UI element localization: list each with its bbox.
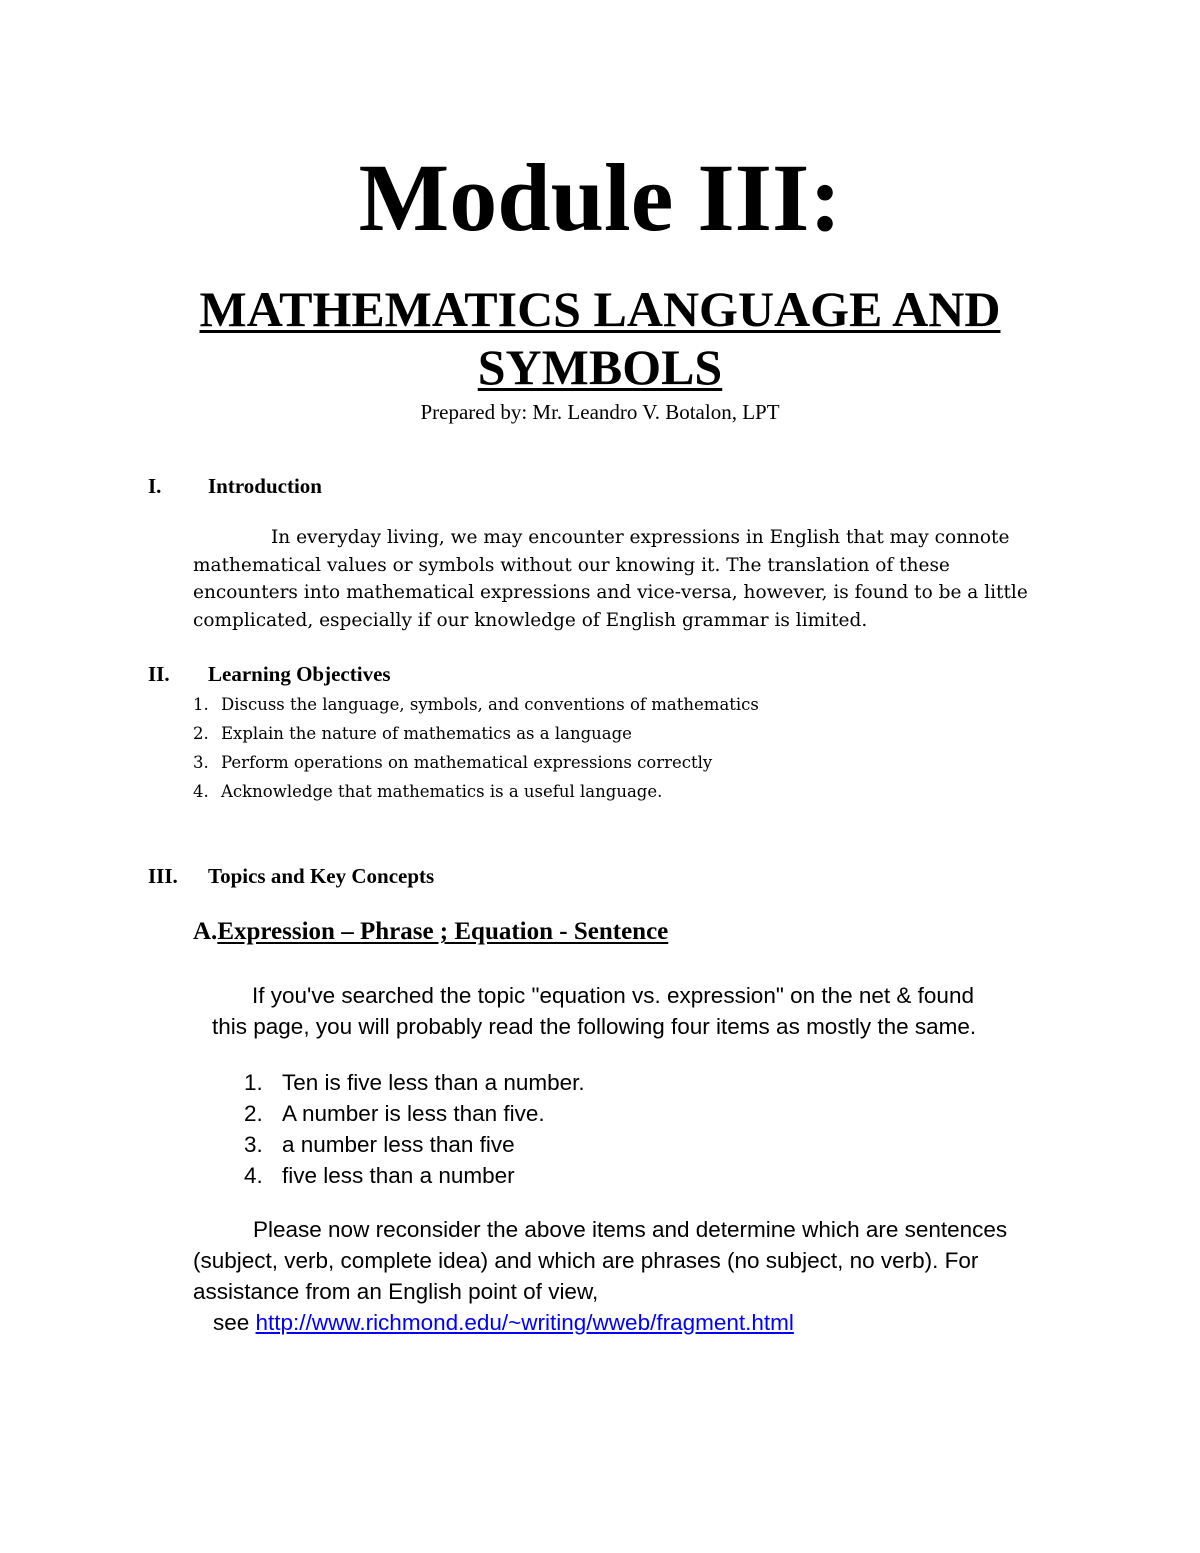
section-label: Learning Objectives: [208, 662, 391, 686]
intro-line: mathematical values or symbols without our knowing it. The translation of these: [193, 554, 950, 576]
item-number: 2.: [193, 724, 209, 743]
section-number: III.: [148, 864, 178, 888]
subsection-title: Expression – Phrase ; Equation - Sentence: [217, 918, 669, 945]
section-number: I.: [148, 474, 162, 498]
paragraph-reconsider: [193, 1214, 1007, 1338]
item-number: 4.: [193, 782, 209, 801]
list-item: [244, 1129, 585, 1160]
item-text: Explain the nature of mathematics as a language: [221, 724, 632, 743]
item-number: 1.: [193, 695, 209, 714]
intro-line: complicated, especially if our knowledge of English grammar is limited.: [193, 609, 868, 631]
prepared-by: Prepared by: Mr. Leandro V. Botalon, LPT: [420, 400, 780, 424]
introduction-paragraph: [193, 524, 1043, 634]
item-number: 3.: [244, 1132, 263, 1157]
see-label: see: [213, 1310, 256, 1335]
list-item: [193, 719, 759, 748]
list-item: [244, 1067, 585, 1098]
subsection-letter: A.: [193, 918, 218, 945]
list-item: [193, 777, 759, 806]
intro-line: In everyday living, we may encounter expressions in English that may connote: [271, 527, 1010, 548]
list-item: [244, 1098, 585, 1129]
list-item: [193, 690, 759, 719]
fragment-link[interactable]: http://www.richmond.edu/~writing/wweb/fragment.html: [255, 1310, 794, 1335]
subtitle-line-2: SYMBOLS: [477, 339, 723, 395]
paragraph-line: If you've searched the topic "equation vs. expression" on the net & found: [252, 983, 974, 1008]
list-item: [244, 1160, 585, 1191]
section-label: Introduction: [208, 474, 322, 498]
paragraph-line: (subject, verb, complete idea) and which are phrases (no subject, no verb). For: [193, 1248, 979, 1273]
paragraph-line: assistance from an English point of view,: [193, 1279, 599, 1304]
example-items-list: [244, 1067, 585, 1191]
subsection-heading: [193, 918, 668, 946]
paragraph-line: Please now reconsider the above items and determine which are sentences: [253, 1217, 1008, 1242]
item-number: 1.: [244, 1070, 263, 1095]
subtitle-line-1: MATHEMATICS LANGUAGE AND: [199, 281, 1001, 337]
section-number: II.: [148, 662, 170, 686]
item-text: Acknowledge that mathematics is a useful language.: [221, 782, 663, 801]
item-number: 4.: [244, 1163, 263, 1188]
paragraph-intro-items: [212, 980, 976, 1042]
intro-line: encounters into mathematical expressions and vice-versa, however, is found to be a little: [193, 582, 1028, 603]
item-text: Perform operations on mathematical expressions correctly: [221, 753, 713, 772]
section-label: Topics and Key Concepts: [208, 864, 435, 888]
paragraph-line: this page, you will probably read the following four items as mostly the same.: [212, 1014, 977, 1039]
item-number: 3.: [193, 753, 209, 772]
item-text: A number is less than five.: [282, 1101, 545, 1126]
item-text: Ten is five less than a number.: [282, 1070, 585, 1095]
see-line: [193, 1307, 1007, 1338]
item-text: Discuss the language, symbols, and conventions of mathematics: [221, 695, 759, 714]
module-subtitle: [0, 280, 1200, 396]
objectives-list: [193, 690, 759, 806]
list-item: [193, 748, 759, 777]
module-title: Module III:: [358, 144, 842, 251]
item-number: 2.: [244, 1101, 263, 1126]
item-text: a number less than five: [282, 1132, 515, 1157]
item-text: five less than a number: [282, 1163, 515, 1188]
